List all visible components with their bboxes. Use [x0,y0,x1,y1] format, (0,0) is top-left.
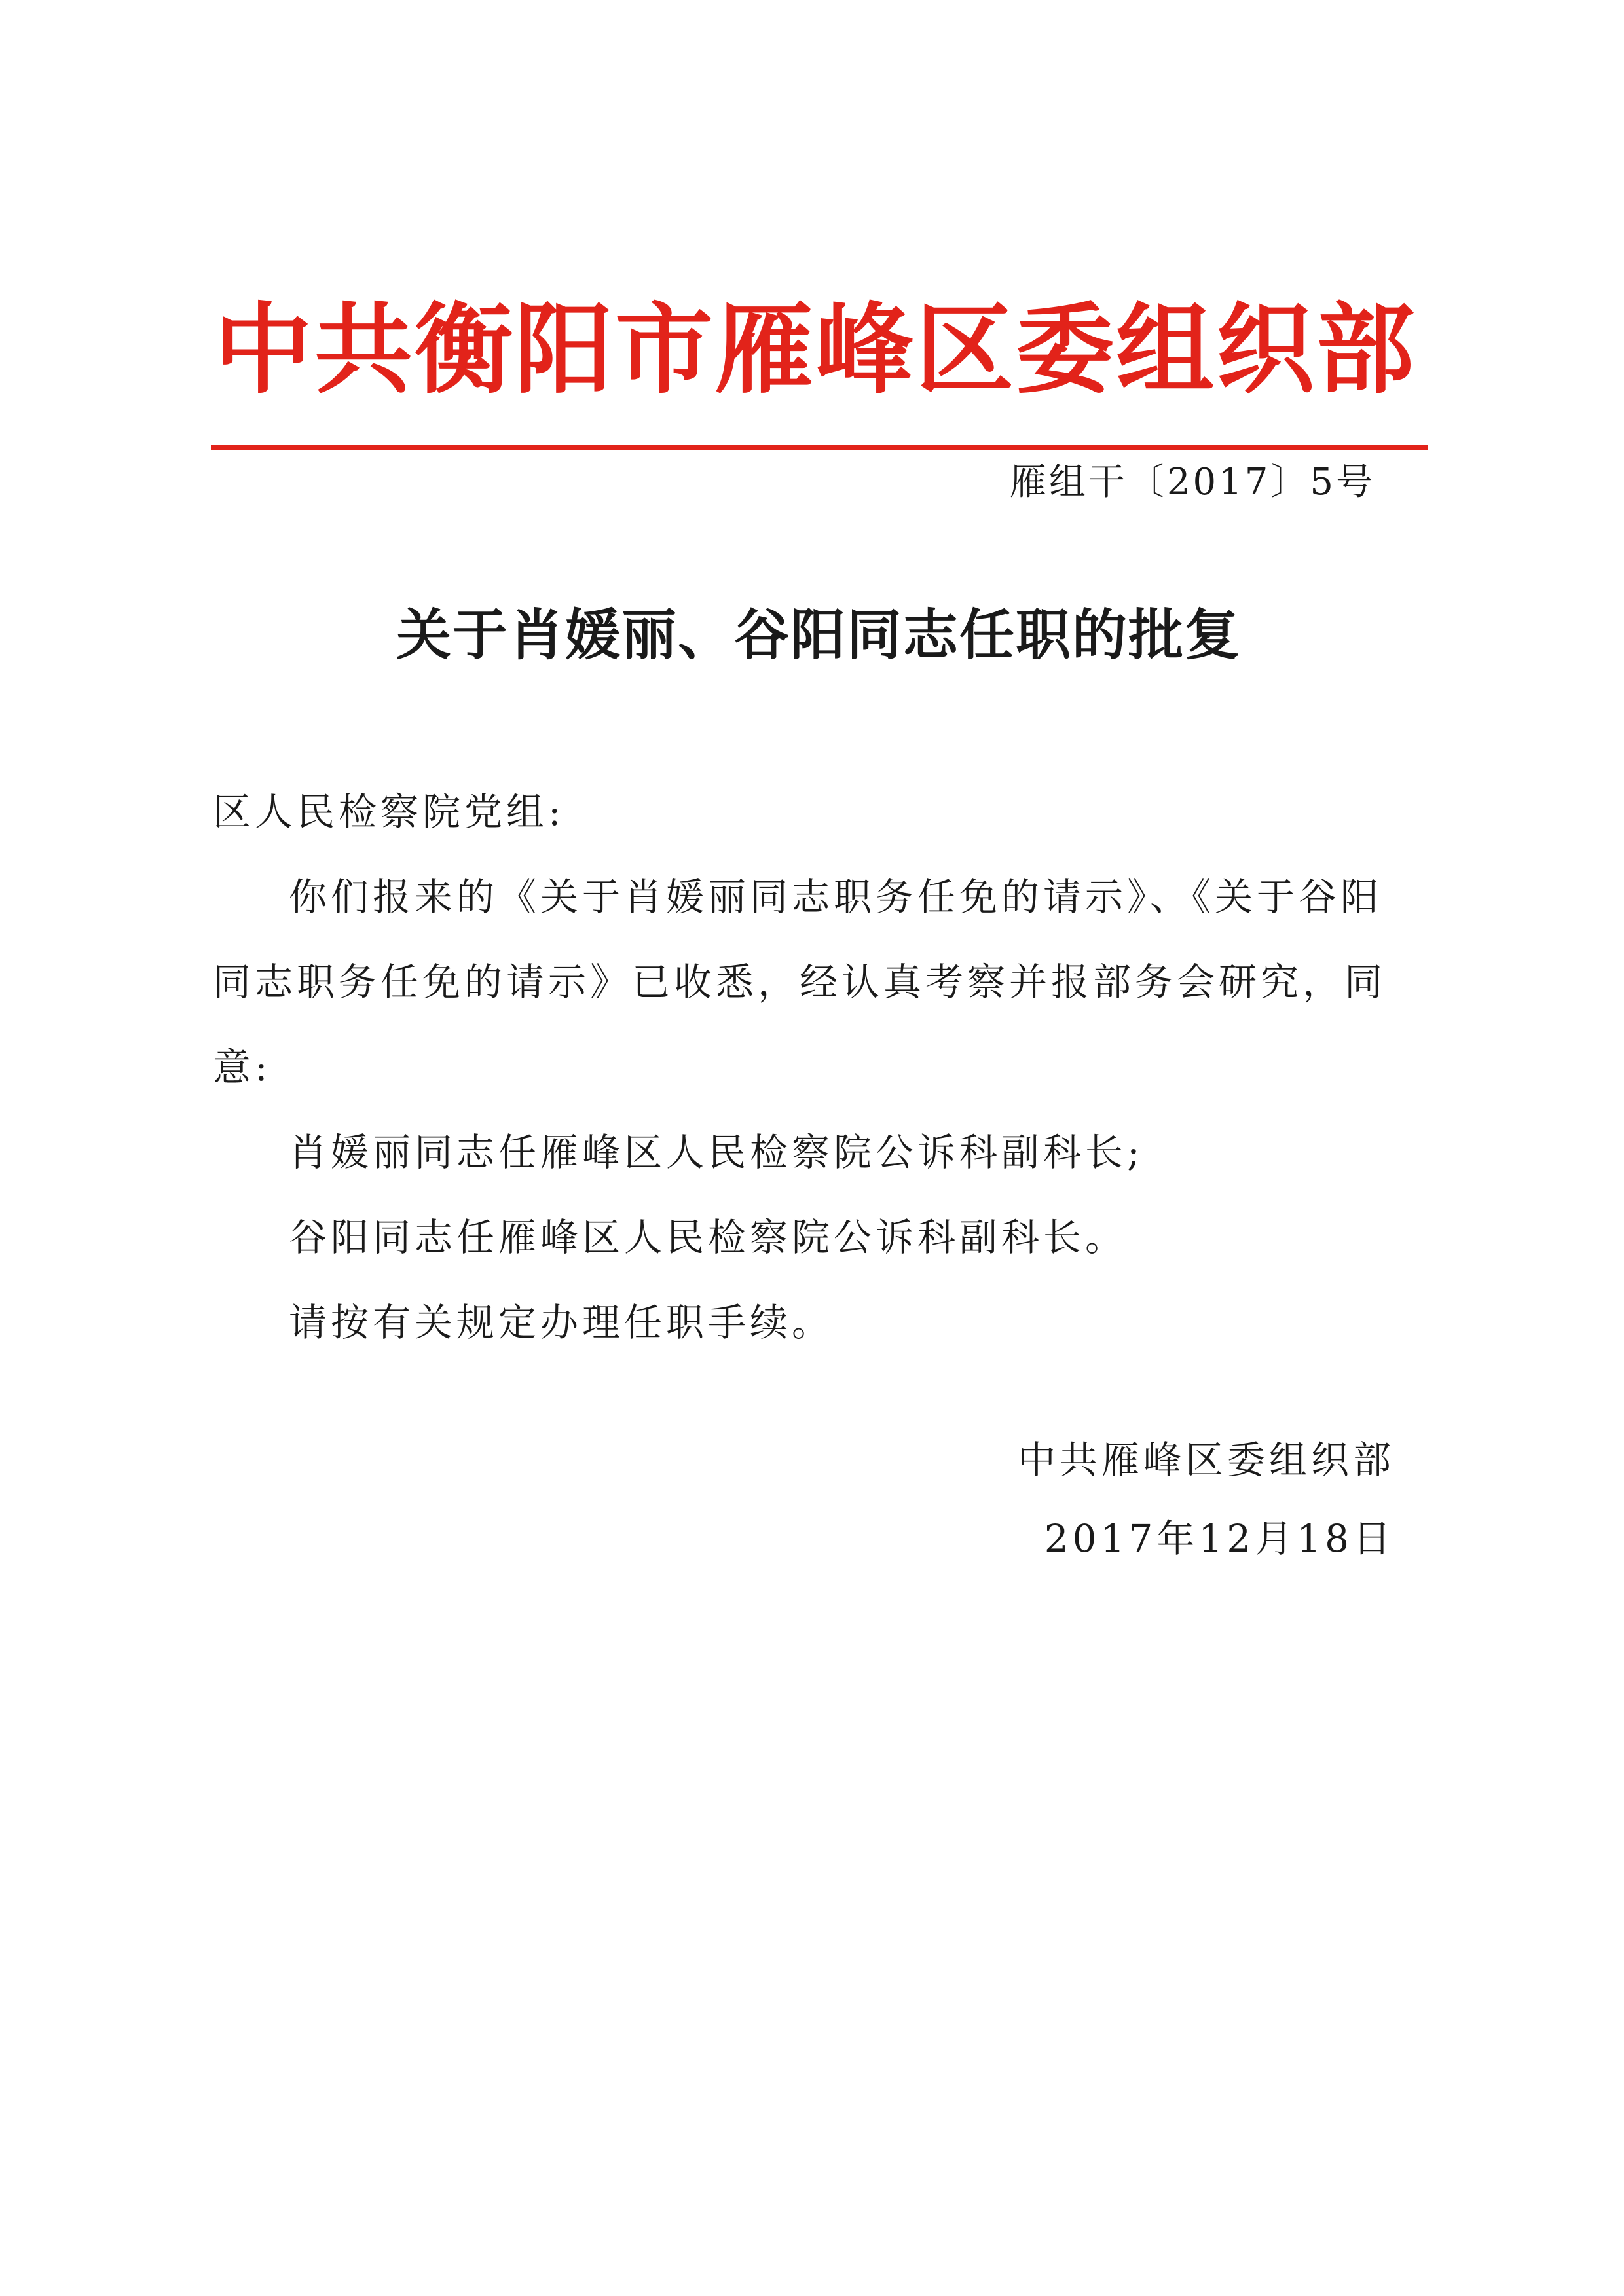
appointment-line: 肖媛丽同志任雁峰区人民检察院公诉科副科长; [289,1130,1144,1175]
document-body [213,769,1411,1365]
document-number: 雁组干〔2017〕5号 [1009,461,1375,503]
signature-date: 2017年12月18日 [1044,1516,1395,1561]
document-title: 关于肖媛丽、谷阳同志任职的批复 [396,603,1241,667]
signature-organization: 中共雁峰区委组织部 [1017,1438,1395,1482]
addressee: 区人民检察院党组: [213,790,565,834]
instruction-line: 请按有关规定办理任职手续。 [289,1300,834,1345]
body-paragraph: 你们报来的《关于肖媛丽同志职务任免的请示》、《关于谷阳同志职务任免的请示》已收悉，经认真考察并报部务会研究，同意: [213,875,1387,1089]
masthead-organization: 中共衡阳市雁峰区委组织部 [213,293,1416,407]
appointment-line: 谷阳同志任雁峰区人民检察院公诉科副科长。 [289,1215,1128,1260]
red-divider-line [211,445,1428,450]
